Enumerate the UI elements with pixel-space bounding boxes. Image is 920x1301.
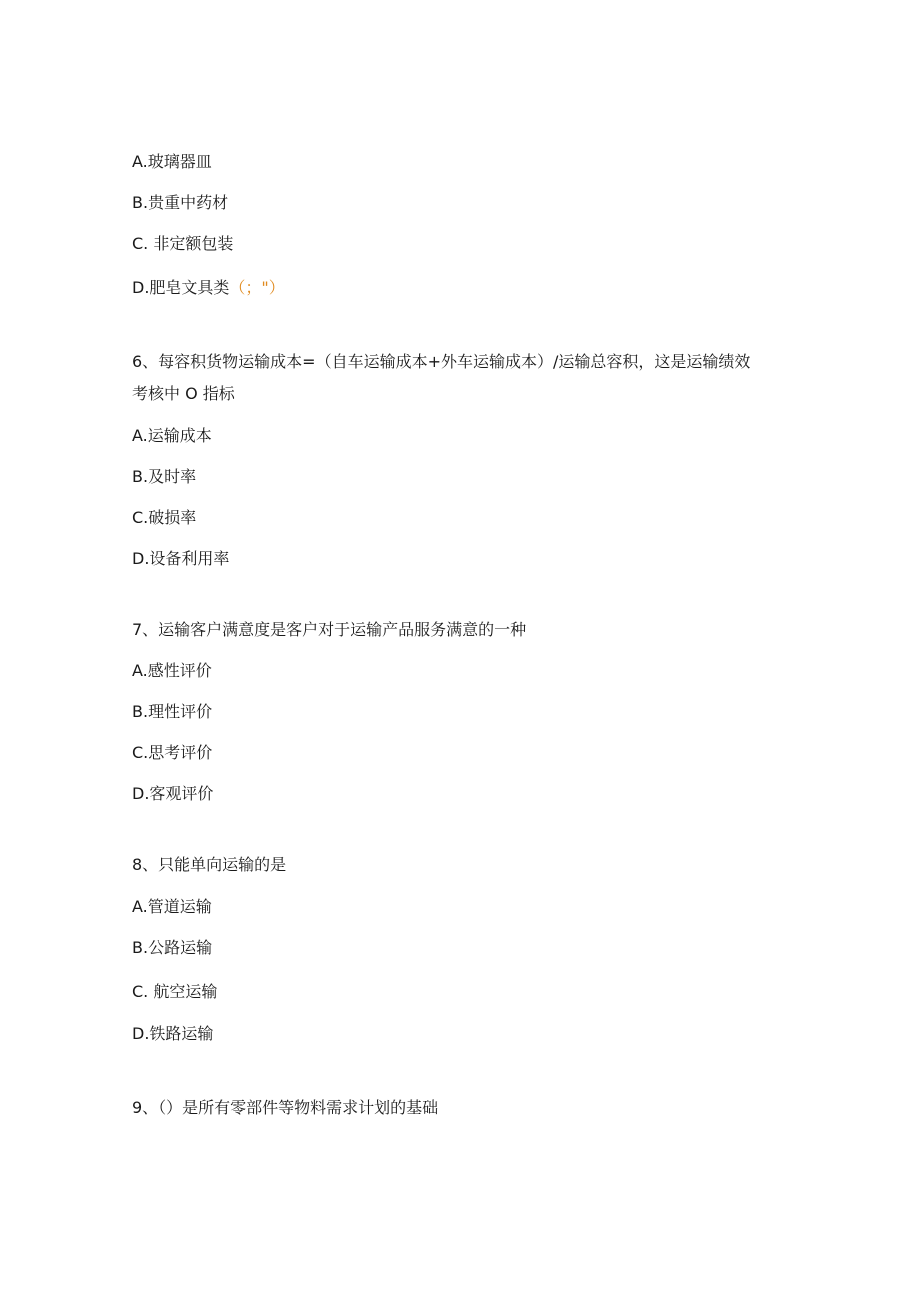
q9-stem: 9、（）是所有零部件等物料需求计划的基础 xyxy=(132,1098,439,1117)
q7-option-b: B.理性评价 xyxy=(132,702,213,721)
q8-option-d: D.铁路运输 xyxy=(132,1024,214,1043)
q8-option-b: B.公路运输 xyxy=(132,938,213,957)
q7-option-d: D.客观评价 xyxy=(132,784,214,803)
q6-option-d: D.设备利用率 xyxy=(132,549,230,568)
q5-option-d xyxy=(132,278,285,298)
q8-option-c: C. 航空运输 xyxy=(132,982,218,1001)
q8-stem: 8、只能单向运输的是 xyxy=(132,855,287,874)
q5-option-d-text: D.肥皂文具类 xyxy=(132,278,230,297)
q6-stem-line2: 考核中 O 指标 xyxy=(132,384,235,403)
q7-option-c: C.思考评价 xyxy=(132,743,213,762)
q6-option-a: A.运输成本 xyxy=(132,426,212,445)
q5-option-a: A.玻璃器皿 xyxy=(132,152,212,171)
q7-option-a: A.感性评价 xyxy=(132,661,212,680)
q8-option-a: A.管道运输 xyxy=(132,897,212,916)
q5-option-b: B.贵重中药材 xyxy=(132,193,229,212)
q6-stem-line1: 6、每容积货物运输成本=（自车运输成本+外车运输成本）/运输总容积，这是运输绩效 xyxy=(132,352,751,371)
q6-option-b: B.及时率 xyxy=(132,467,197,486)
q5-option-c: C. 非定额包装 xyxy=(132,234,234,253)
q7-stem: 7、运输客户满意度是客户对于运输产品服务满意的一种 xyxy=(132,620,527,639)
q5-option-d-paren: （；"） xyxy=(229,278,285,297)
q6-option-c: C.破损率 xyxy=(132,508,197,527)
